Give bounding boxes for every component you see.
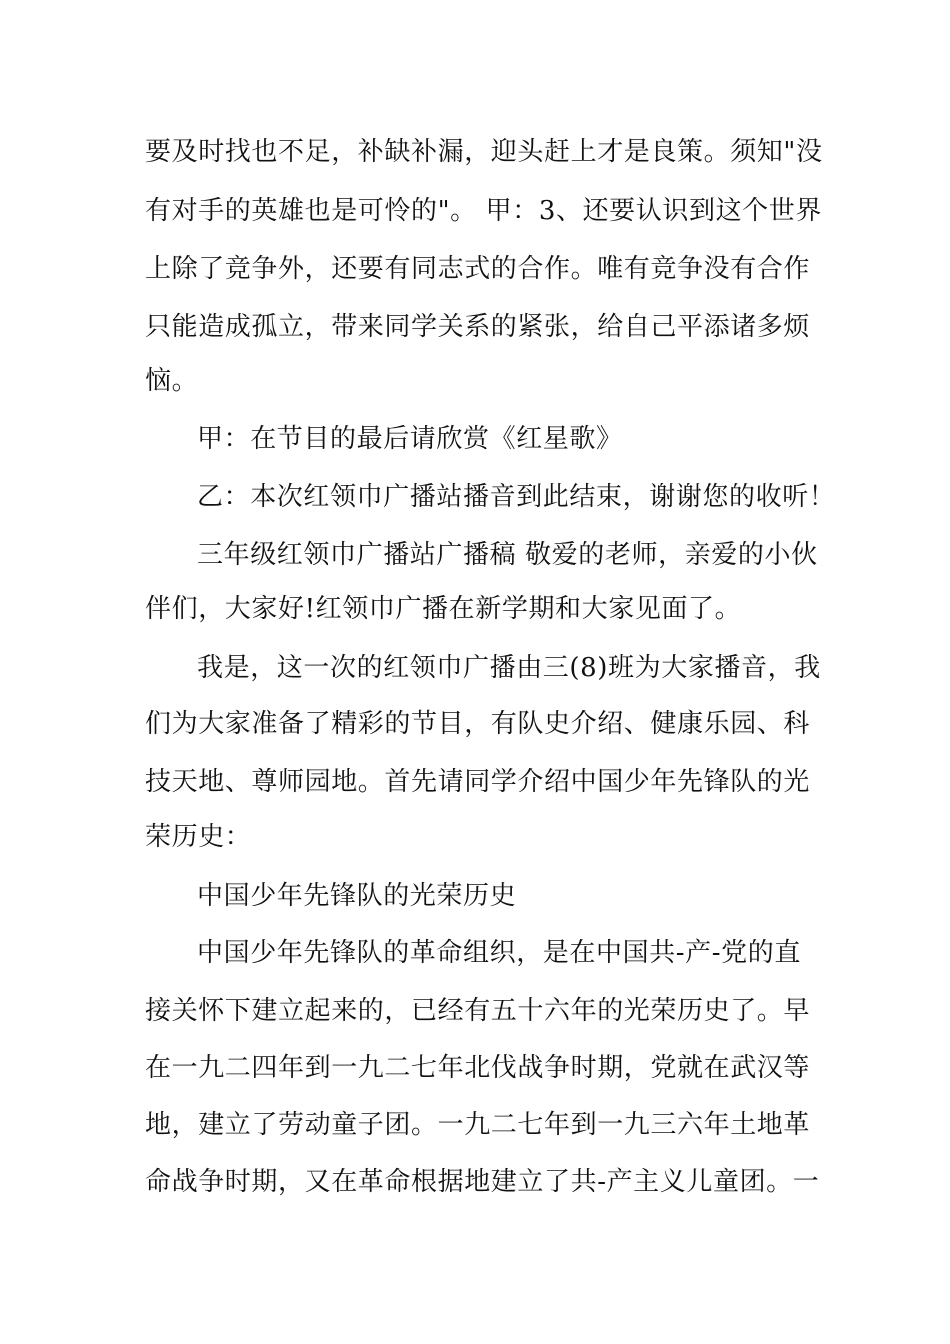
text-line: 只能造成孤立，带来同学关系的紧张，给自己平添诸多烦 [145, 312, 811, 342]
section-heading: 中国少年先锋队的光荣历史 [197, 881, 517, 911]
text-line: 乙：本次红领巾广播站播音到此结束，谢谢您的收听！ [197, 482, 836, 512]
text-line: 接关怀下建立起来的，已经有五十六年的光荣历史了。早 [145, 996, 811, 1026]
text-line: 有对手的英雄也是可怜的"。 甲：3、还要认识到这个世界 [145, 196, 822, 226]
text-line: 三年级红领巾广播站广播稿 敬爱的老师，亲爱的小伙 [197, 540, 818, 570]
text-line: 命战争时期，又在革命根据地建立了共-产主义儿童团。一 [145, 1167, 820, 1197]
text-line: 伴们，大家好!红领巾广播在新学期和大家见面了。 [145, 594, 742, 624]
text-line: 要及时找也不足，补缺补漏，迎头赶上才是良策。须知"没 [145, 137, 823, 167]
text-line: 荣历史： [145, 822, 252, 852]
text-line: 在一九二四年到一九二七年北伐战争时期，党就在武汉等 [145, 1053, 811, 1083]
text-line: 中国少年先锋队的革命组织，是在中国共-产-党的直 [197, 938, 801, 968]
text-line: 地，建立了劳动童子团。一九二七年到一九三六年土地革 [145, 1110, 811, 1140]
text-line: 甲：在节目的最后请欣赏《红星歌》 [197, 424, 623, 454]
text-line: 们为大家准备了精彩的节目，有队史介绍、健康乐园、科 [145, 709, 811, 739]
text-line: 我是，这一次的红领巾广播由三(8)班为大家播音，我 [197, 653, 821, 683]
text-line: 技天地、尊师园地。首先请同学介绍中国少年先锋队的光 [145, 767, 811, 797]
text-line: 恼。 [145, 366, 199, 396]
text-line: 上除了竞争外，还要有同志式的合作。唯有竞争没有合作 [145, 254, 811, 284]
